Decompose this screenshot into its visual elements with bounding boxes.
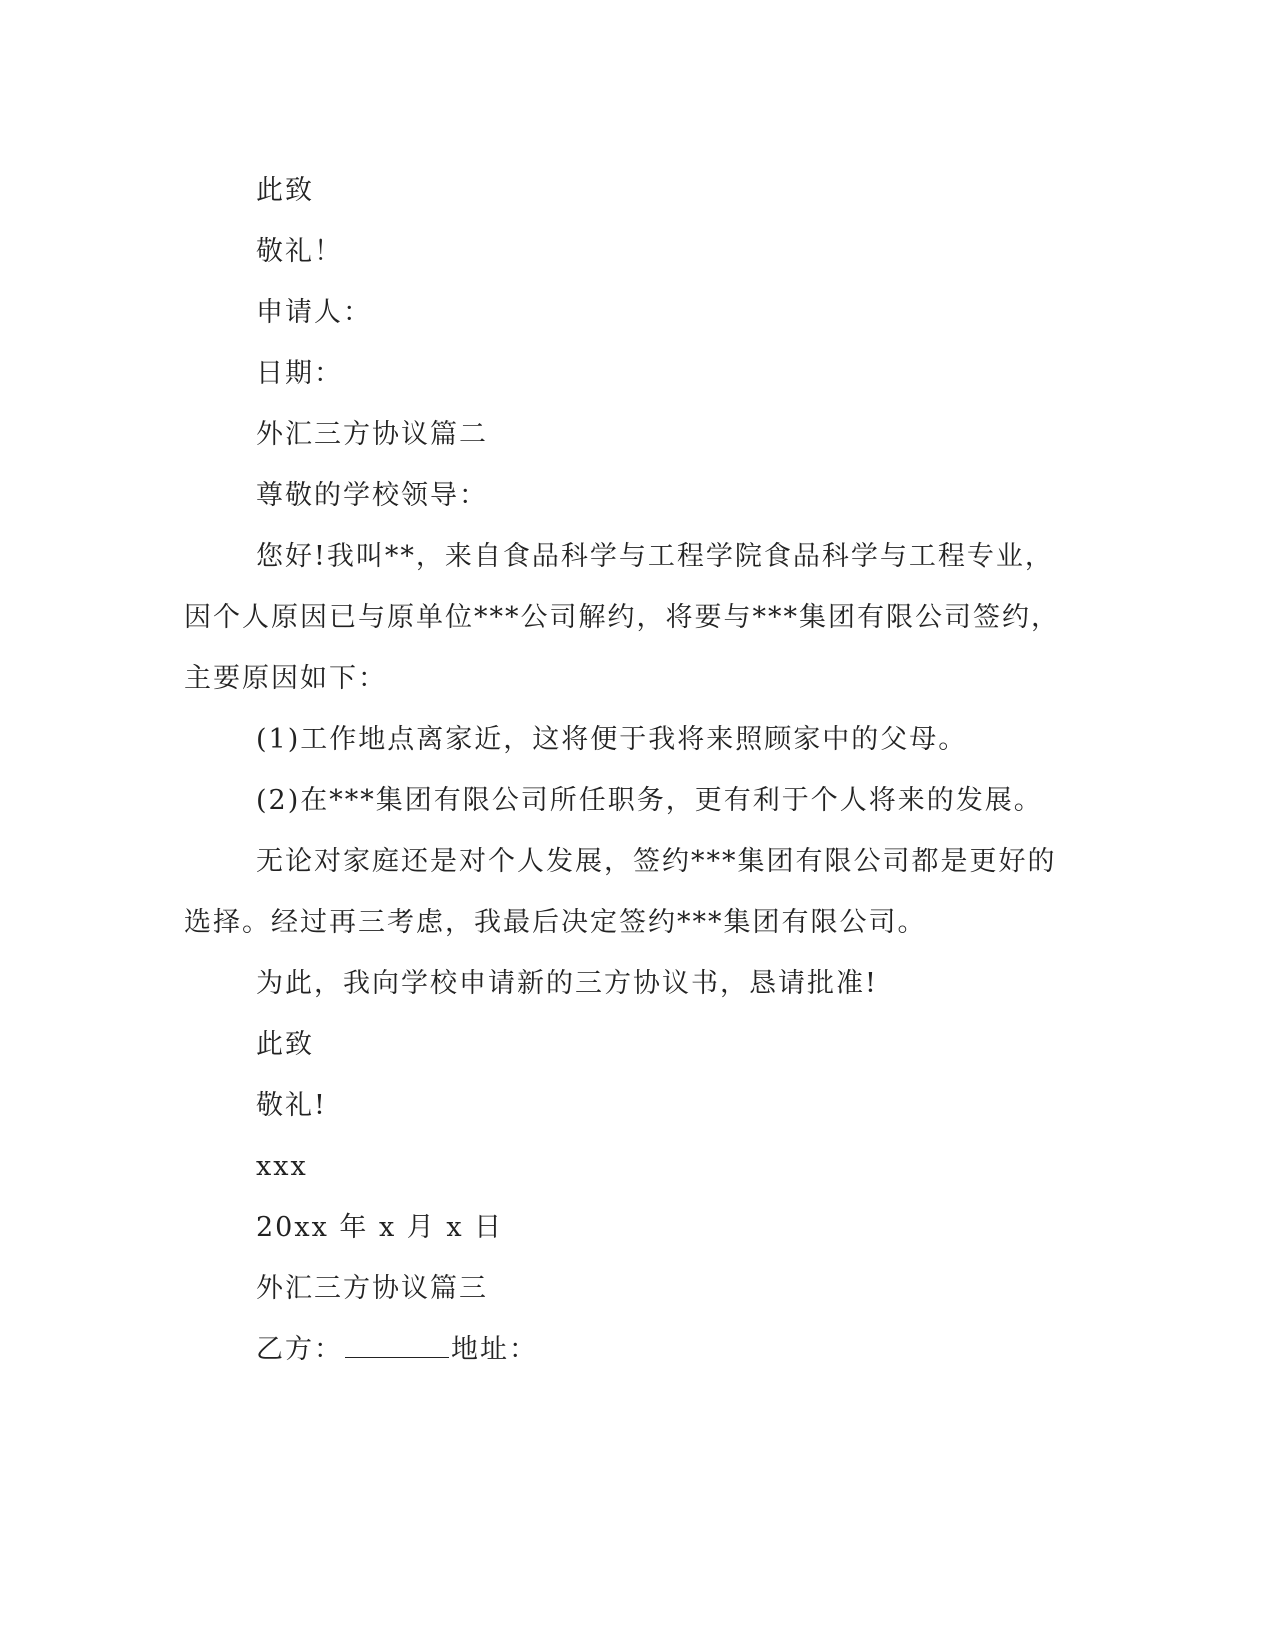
party-b-blank [345,1327,449,1358]
signature-date: 20xx 年 x 月 x 日 [256,1212,504,1243]
closing-salutation-2: 此致 [256,1029,314,1060]
address-label: 地址： [451,1334,538,1365]
section-heading-3: 外汇三方协议篇三 [256,1273,488,1304]
paragraph-intro-line-1: 您好!我叫**，来自食品科学与工程学院食品科学与工程专业， [256,541,1054,572]
reason-1: (1)工作地点离家近，这将便于我将来照顾家中的父母。 [256,724,968,755]
document-body [184,160,1064,1380]
date-field: 日期： [256,358,343,389]
paragraph-intro-line-2: 因个人原因已与原单位***公司解约，将要与***集团有限公司签约， [184,602,1060,633]
party-b-line [184,1319,1064,1380]
paragraph-conclusion-line-2: 选择。经过再三考虑，我最后决定签约***集团有限公司。 [184,907,927,938]
closing-regards-2: 敬礼! [256,1090,327,1121]
paragraph-intro-line-3: 主要原因如下： [184,663,387,694]
reason-2: (2)在***集团有限公司所任职务，更有利于个人将来的发展。 [256,785,1043,816]
closing-regards: 敬礼！ [256,236,343,267]
closing-salutation: 此致 [256,175,314,206]
request-line: 为此，我向学校申请新的三方协议书，恳请批准! [256,968,878,999]
greeting: 尊敬的学校领导： [256,480,488,511]
paragraph-conclusion-line-1: 无论对家庭还是对个人发展，签约***集团有限公司都是更好的 [256,846,1057,877]
applicant-field: 申请人： [256,297,372,328]
party-b-label: 乙方： [256,1334,343,1365]
signature-name: xxx [256,1151,308,1182]
section-heading-2: 外汇三方协议篇二 [256,419,488,450]
